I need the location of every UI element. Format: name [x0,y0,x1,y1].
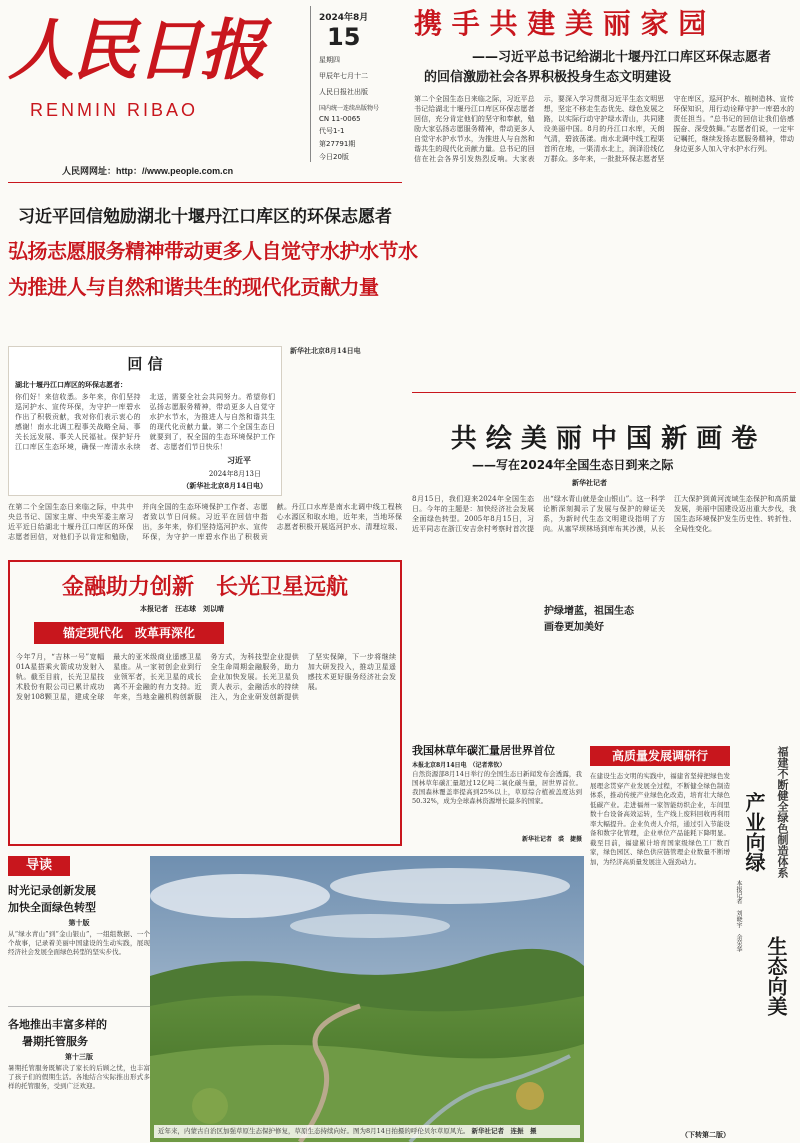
letter-dateline: 新华社北京8月14日电 [290,346,361,355]
lead-headline: 携 手 共 建 美 丽 家 园 [414,7,707,40]
letter-title: 回 信 [127,355,163,373]
letter-headline-2: 为推进人与自然和谐共生的现代化贡献力量 [8,275,379,299]
guide-item-title-1: 各地推出丰富多样的 [8,1018,107,1031]
feature-body: 8月15日，我们迎来2024年全国生态日。今年的主题是：加快经济社会发展全面绿色转型。2005年8月15日，习近平同志在浙江安吉余村考察时首次提出“绿水青山就是金山银山”。这一科学论断深刻揭示了发展与保护的辩证关系，为新时代生态文明建设指明了方向。从塞罕坝林场到库布其沙漠，从长江大保护到黄河流域生态保护和高质量发展，美丽中国建设迈出重大步伐，我国生态环境保护发生历史性、转折性、全局性变化。 [412,495,796,533]
industry-continue: （下转第二版） [681,1130,730,1139]
guide-item-title-1: 时光记录创新发展 [8,884,96,897]
letter-side-body [290,346,402,496]
space-story [8,560,402,846]
forestry-headline: 我国林草年碳汇量居世界首位 [412,744,555,757]
issue-number: 第27791期 [319,140,356,148]
masthead-website: 人民网网址：http：//www.people.com.cn [62,166,234,176]
feature-subsection-title-1: 护绿增蓝，祖国生态 [544,606,634,617]
letter-body-main: 在第二个全国生态日来临之际，中共中央总书记、国家主席、中央军委主席习近平近日给湖北十堰丹江口库区的环保志愿者回信，对他们予以肯定和勉励，并向全国的生态环境保护工作者、志愿者致以节日问候。习近平在回信中指出，多年来，你们坚持巡河护水、宣传环保，为守护一库碧水作出了积极贡献。丹江口水库是南水北调中线工程核心水源区和取水地，近年来，当地环保志愿者积极开展巡河护水、清理垃圾、 [8,503,402,541]
forestry-dateline: 本报北京8月14日电 （记者常钦） [412,762,506,769]
photo-caption [154,1125,580,1138]
lead-subhead-2: 的回信激励社会各界积极投身生态文明建设 [424,70,672,85]
industry-section: 高质量发展调研行 [590,746,730,766]
guide [8,856,150,1142]
lead-story [412,6,796,386]
publication-code: 代号1-1 [319,127,345,135]
feature-subsection [540,602,660,638]
letter-kicker: 习近平回信勉励湖北十堰丹江口库区的环保志愿者 [18,207,392,227]
letter-box [8,346,282,496]
industry-headline-1: 产业向绿 [742,792,766,872]
feature-headline: 共 绘 美 丽 中 国 新 画 卷 [450,424,758,454]
industry-headline-2: 生态向美 [764,936,788,1016]
letter-story [8,190,418,550]
industry-story [590,742,796,1142]
guide-item-title-2: 暑期托管服务 [22,1035,88,1048]
letter-signature: 习近平 [227,455,251,465]
letter-salutation: 湖北十堰丹江口库区的环保志愿者： [15,381,127,389]
guide-title: 导读 [8,856,70,876]
guide-item-summary: 从“绿水青山”到“金山银山”，一组组数据、一个个故事，记录着美丽中国建设的生动实践，展现经济社会发展全面绿色转型的坚实步伐。 [8,930,150,956]
issue-weekday: 星期四 [319,56,340,64]
feature-subhead: ——写在2024年全国生态日到来之际 [472,458,674,472]
publisher: 人民日报社出版 [319,88,368,96]
guide-item-page: 第十版 [68,918,90,927]
space-byline: 本报记者 汪志球 刘以晴 [140,604,224,613]
masthead-info-box [310,6,400,162]
letter-date: 2024年8月13日 [208,470,261,478]
feature-story [412,398,796,738]
industry-column-label: 福建不断健全绿色制造体系 [776,746,789,878]
guide-item-summary: 暑期托管服务既解决了家长的后顾之忧，也丰富了孩子们的假期生活。各地结合实际推出形式多样的托管服务，受到广泛欢迎。 [8,1064,150,1090]
letter-headline-1: 弘扬志愿服务精神带动更多人自觉守水护水节水 [8,239,418,263]
grassland-photo [150,856,584,1142]
industry-body: 在建设生态文明的实践中，福建省坚持把绿色发展理念贯穿产业发展全过程，不断健全绿色制造体系，推动传统产业绿色化改造，培育壮大绿色低碳产业。走进福州一家智能纺织企业，车间里数十台设备高效运转，生产线上废料回收再利用率大幅提升。企业负责人介绍，通过引入节能设备和数字化管理，企业单位产品能耗下降明显。截至目前，福建累计培育国家级绿色工厂数百家，绿色园区、绿色供应链管理企业数量不断增加，为经济高质量发展注入强劲动力。 [590,772,730,866]
space-headline: 金融助力创新 长光卫星远航 [61,575,348,600]
letter-body: 你们好！来信收悉。多年来，你们坚持巡河护水、宣传环保，为守护一库碧水作出了积极贡献，我对你们表示衷心的感谢！南水北调工程事关战略全局、事关长远发展、事关人民福祉。保护好丹江口库区生态环境，确保一库清水永续北送，需要全社会共同努力。希望你们弘扬志愿服务精神，带动更多人自觉守水护水节水，为推进人与自然和谐共生的现代化贡献力量。第二个全国生态日就要到了，祝全国的生态环境保护工作者、志愿者们节日快乐！ [15,393,275,451]
grassland-photo-image [150,856,584,1142]
guide-item-page: 第十三版 [65,1052,93,1061]
guide-item[interactable] [8,882,150,1002]
photo-caption-text: 近年来，内蒙古自治区加强草原生态保护修复，草原生态持续向好。图为8月14日拍摄的呼伦贝尔草原风光。 [158,1127,470,1135]
issue-lunar: 甲辰年七月十二 [319,72,368,80]
space-tag: 锚定现代化 改革再深化 [34,622,224,644]
masthead [8,4,400,176]
masthead-pinyin: RENMIN RIBAO [30,100,199,120]
photo-credit: 新华社记者 连振 摄 [471,1127,537,1135]
letter-source: （新华社北京8月14日电） [182,481,267,490]
issue-date: 2024年8月 [319,13,369,23]
space-body: 今年7月，“吉林一号”宽幅01A星搭乘火箭成功发射入轨。截至目前，长光卫星技术股份有限公司已累计成功发射108颗卫星，建成全球最大的亚米级商业遥感卫星星座。从一家初创企业到行业领军者，长光卫星的成长离不开金融的有力支持。近年来，当地金融机构创新服务方式，为科技型企业提供全生命周期金融服务，助力企业加快发展。长光卫星负责人表示，金融活水的持续注入，为企业研发创新提供了坚实保障，下一步将继续加大研发投入，推动卫星遥感技术更好服务经济社会发展。 [16,653,396,701]
lead-subhead-1: ——习近平总书记给湖北十堰丹江口库区环保志愿者 [472,50,772,65]
issn-label: 国内统一连续出版物号 [319,105,380,112]
lead-body: 第二个全国生态日来临之际，习近平总书记给湖北十堰丹江口库区环保志愿者回信，充分肯定他们的坚守和奉献，勉励大家弘扬志愿服务精神，带动更多人自觉守水护水节水，为推进人与自然和谐共生的现代化贡献力量。总书记的回信在社会各界引发热烈反响。大家表示，要深入学习贯彻习近平生态文明思想，坚定不移走生态优先、绿色发展之路，以实际行动守护绿水青山，共同建设美丽中国。8月的丹江口水库，天朗气清，碧波荡漾。南水北调中线工程渠首所在地，一渠清水北上，润泽沿线亿万群众。多年来，一批批环保志愿者坚守在库区，巡河护水、植树造林、宣传环保知识，用行动诠释守护一库碧水的责任担当。“总书记的回信让我们倍感振奋、深受鼓舞。”志愿者们说，一定牢记嘱托，继续发扬志愿服务精神，带动身边更多人加入守水护水行列。 [414,95,794,163]
page-count: 今日20版 [319,153,349,161]
forestry-body: 自然资源部8月14日举行的全国生态日新闻发布会透露，我国林草年碳汇量超过12亿吨二氧化碳当量，居世界首位。我国森林覆盖率提高到25%以上，草原综合植被盖度达到50.32%，成为全球森林资源增长最多的国家。 [412,770,582,805]
guide-item[interactable] [8,1016,150,1140]
forestry-byline: 新华社记者 裘 捷摄 [521,836,582,843]
masthead-logo: 人民日报 [8,11,264,89]
feature-byline: 新华社记者 [572,478,607,487]
issn: CN 11-0065 [319,115,361,123]
guide-item-title-2: 加快全面绿色转型 [8,901,96,914]
forestry-story [412,742,582,846]
industry-reporters: 本报记者 刘晓宇 余荣华 [735,880,742,952]
feature-subsection-title-2: 画卷更加美好 [544,622,604,633]
issue-day: 15 [327,23,361,51]
